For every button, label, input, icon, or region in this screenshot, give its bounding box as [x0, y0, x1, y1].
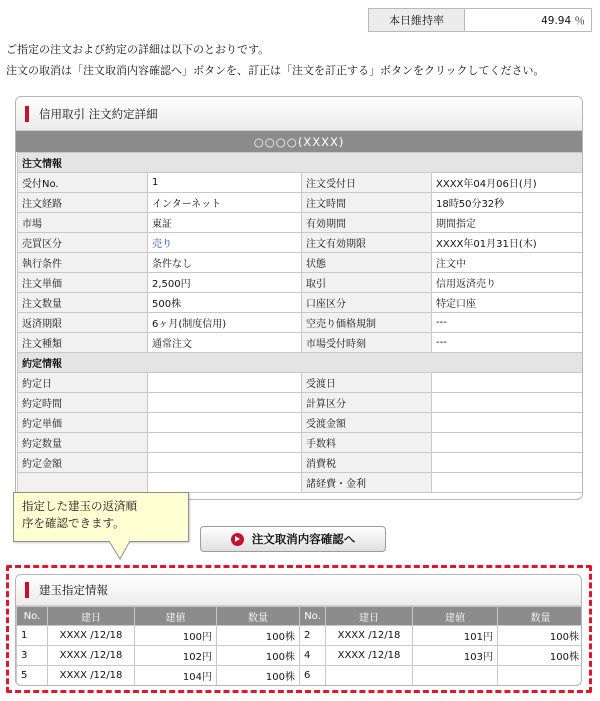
position-quantity: 100株: [217, 666, 300, 686]
field-label: 受付No.: [18, 173, 148, 193]
table-row: [18, 313, 583, 333]
position-no: 5: [17, 666, 48, 686]
field-value: 通常注文: [148, 333, 302, 353]
position-table: [16, 606, 582, 686]
field-value: [432, 473, 583, 493]
callout-pointer-icon: [108, 541, 132, 561]
table-row: [18, 393, 583, 413]
field-label: 状態: [302, 253, 432, 273]
position-price: 102円: [135, 646, 217, 666]
column-header: 数量: [217, 607, 300, 626]
position-date: XXXX /12/18: [48, 666, 135, 686]
field-label: 注文時間: [302, 193, 432, 213]
position-no: 6: [300, 666, 326, 686]
order-info-section-label: 注文情報: [18, 153, 583, 173]
position-quantity: [498, 666, 583, 686]
cancel-order-confirm-button[interactable]: [200, 526, 386, 552]
column-header: No.: [300, 607, 326, 626]
table-row: [18, 333, 583, 353]
table-row: [18, 213, 583, 233]
field-value: インターネット: [148, 193, 302, 213]
table-row: [18, 453, 583, 473]
field-label: 空売り価格規制: [302, 313, 432, 333]
position-no: 1: [17, 626, 48, 646]
position-no: 3: [17, 646, 48, 666]
table-row: [18, 473, 583, 493]
table-row: [18, 193, 583, 213]
maintenance-rate-box: [368, 8, 592, 32]
callout-text-line1: 指定した建玉の返済順: [22, 499, 137, 513]
table-row: [18, 173, 583, 193]
field-label: 取引: [302, 273, 432, 293]
field-value: 条件なし: [148, 253, 302, 273]
table-row: [17, 646, 583, 666]
position-no: 4: [300, 646, 326, 666]
column-header: 数量: [498, 607, 583, 626]
table-row: [18, 253, 583, 273]
position-price: 100円: [135, 626, 217, 646]
column-header: No.: [17, 607, 48, 626]
table-row: [18, 273, 583, 293]
field-label: 売買区分: [18, 233, 148, 253]
position-date: XXXX /12/18: [48, 646, 135, 666]
position-panel-title: 建玉指定情報: [39, 583, 108, 597]
exec-info-section-label: 約定情報: [18, 353, 583, 373]
position-date: XXXX /12/18: [326, 626, 413, 646]
field-value: [148, 393, 302, 413]
position-date: [326, 666, 413, 686]
field-value: [148, 453, 302, 473]
field-value: 東証: [148, 213, 302, 233]
position-designation-panel: [15, 574, 582, 686]
field-value: 18時50分32秒: [432, 193, 583, 213]
field-value: 信用返済売り: [432, 273, 583, 293]
field-value: 1: [148, 173, 302, 193]
field-value: 500株: [148, 293, 302, 313]
position-date: XXXX /12/18: [48, 626, 135, 646]
field-label: 有効期間: [302, 213, 432, 233]
field-value: [148, 413, 302, 433]
position-price: 104円: [135, 666, 217, 686]
position-price: 101円: [413, 626, 498, 646]
table-row: [17, 626, 583, 646]
field-value: [432, 453, 583, 473]
table-row: [18, 293, 583, 313]
table-row: [18, 433, 583, 453]
field-value: [148, 473, 302, 493]
field-value: 6ヶ月(制度信用): [148, 313, 302, 333]
position-panel-header: [16, 575, 581, 606]
column-header: 建値: [413, 607, 498, 626]
field-value: 2,500円: [148, 273, 302, 293]
field-value: XXXX年04月06日(月): [432, 173, 583, 193]
maintenance-rate-label: 本日維持率: [369, 9, 465, 31]
stock-subject-bar: ○○○○(XXXX): [16, 131, 582, 152]
table-row: [18, 233, 583, 253]
column-header: 建日: [326, 607, 413, 626]
cancel-order-confirm-label: 注文取消内容確認へ: [251, 532, 356, 546]
position-no: 2: [300, 626, 326, 646]
column-header: 建値: [135, 607, 217, 626]
field-label: 市場: [18, 213, 148, 233]
field-label: 市場受付時刻: [302, 333, 432, 353]
field-label: 手数料: [302, 433, 432, 453]
section-marker-icon: [25, 582, 29, 598]
order-detail-table: [17, 152, 583, 493]
order-info-section-row: [18, 153, 583, 173]
position-price: [413, 666, 498, 686]
order-detail-panel-header: [16, 97, 582, 131]
table-row: [17, 666, 583, 686]
position-quantity: 100株: [217, 626, 300, 646]
section-marker-icon: [25, 106, 29, 122]
intro-text-line1: ご指定の注文および約定の詳細は以下のとおりです。: [6, 43, 270, 56]
field-label: 約定時間: [18, 393, 148, 413]
field-label: 約定金額: [18, 453, 148, 473]
play-circle-icon: [231, 533, 244, 546]
field-value: [432, 413, 583, 433]
exec-info-section-row: [18, 353, 583, 373]
trade-side-value: 売り: [148, 233, 302, 253]
field-value: 特定口座: [432, 293, 583, 313]
field-label: 注文単価: [18, 273, 148, 293]
table-row: [18, 413, 583, 433]
field-value: [432, 373, 583, 393]
field-value: [432, 393, 583, 413]
maintenance-rate-value: 49.94 ％: [541, 14, 585, 27]
field-label: 注文受付日: [302, 173, 432, 193]
table-row: [18, 373, 583, 393]
position-quantity: 100株: [498, 626, 583, 646]
field-label: 受渡金額: [302, 413, 432, 433]
field-label: 約定数量: [18, 433, 148, 453]
callout-text-line2: 序を確認できます。: [22, 516, 125, 530]
callout-note: [13, 492, 189, 542]
field-label: 受渡日: [302, 373, 432, 393]
field-label: 諸経費・金利: [302, 473, 432, 493]
field-value: 期間指定: [432, 213, 583, 233]
field-value: ---: [432, 313, 583, 333]
order-detail-panel: [15, 96, 583, 500]
field-label: 約定単価: [18, 413, 148, 433]
position-quantity: 100株: [217, 646, 300, 666]
field-label: 注文経路: [18, 193, 148, 213]
field-label: 計算区分: [302, 393, 432, 413]
position-table-header-row: [17, 607, 583, 626]
field-label: 返済期限: [18, 313, 148, 333]
field-label: [18, 473, 148, 493]
field-value: [148, 373, 302, 393]
intro-text-line2: 注文の取消は「注文取消内容確認へ」ボタンを、訂正は「注文を訂正する」ボタンをクリックしてください。: [6, 64, 545, 77]
field-label: 約定日: [18, 373, 148, 393]
position-price: 103円: [413, 646, 498, 666]
field-label: 注文数量: [18, 293, 148, 313]
position-date: XXXX /12/18: [326, 646, 413, 666]
field-label: 消費税: [302, 453, 432, 473]
field-label: 注文有効期限: [302, 233, 432, 253]
field-value: ---: [432, 333, 583, 353]
field-value: [148, 433, 302, 453]
position-quantity: 100株: [498, 646, 583, 666]
field-label: 執行条件: [18, 253, 148, 273]
column-header: 建日: [48, 607, 135, 626]
field-value: 注文中: [432, 253, 583, 273]
order-detail-title: 信用取引 注文約定詳細: [39, 106, 158, 121]
field-label: 注文種類: [18, 333, 148, 353]
field-value: [432, 433, 583, 453]
field-value: XXXX年01月31日(木): [432, 233, 583, 253]
field-label: 口座区分: [302, 293, 432, 313]
